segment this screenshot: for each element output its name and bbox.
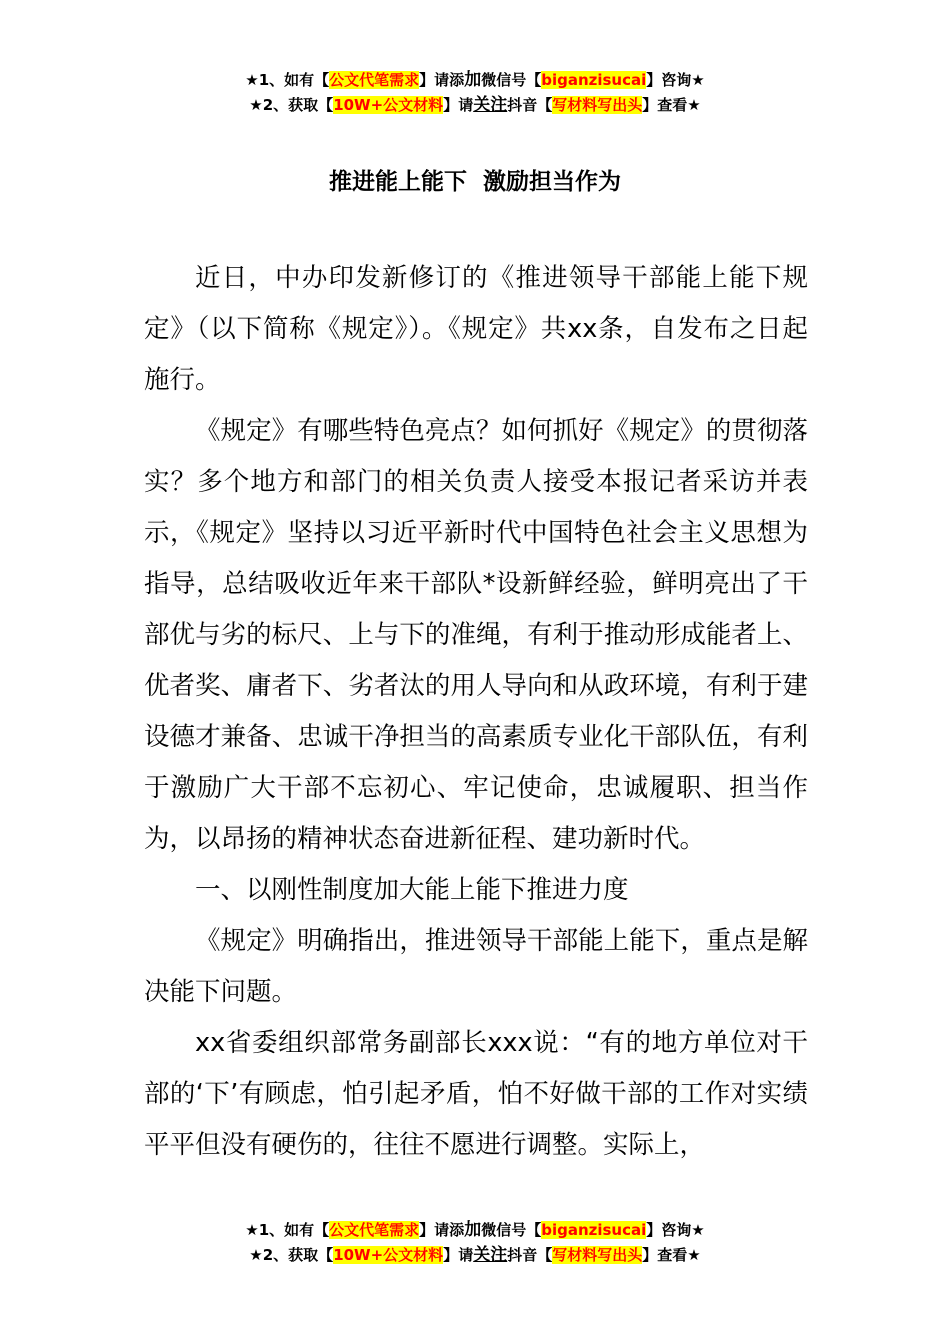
promo-wechat-id: biganzisucai	[541, 71, 647, 89]
body-paragraph: 近日，中办印发新修订的《推进领导干部能上能下规定》（以下简称《规定》）。《规定》共xx条，自发布之日起施行。	[144, 263, 808, 395]
body-paragraph: xx省委组织部常务副部长xxx说：“有的地方单位对干部的‘下’有顾虑，怕引起矛盾，怕不好做干部的工作对实绩平平但没有硬伤的，往往不愿进行调整。实际上，	[144, 1028, 808, 1160]
promo-line-2: ★2、获取【10W+公文材料】请关注抖音【写材料写出头】查看★	[249, 1245, 701, 1265]
promo-wechat-id: biganzisucai	[541, 1221, 647, 1239]
promo-line-1: ★1、如有【公文代笔需求】请添加微信号【biganzisucai】咨询★	[245, 70, 705, 90]
document-title: 推进能上能下 激励担当作为	[328, 169, 621, 195]
promo-notice-bottom	[0, 1218, 950, 1268]
promo-line-1: ★1、如有【公文代笔需求】请添加微信号【biganzisucai】咨询★	[245, 1220, 705, 1240]
body-paragraph: 《规定》明确指出，推进领导干部能上能下，重点是解决能下问题。	[144, 926, 808, 1007]
section-heading: 一、以刚性制度加大能上能下推进力度	[195, 875, 629, 905]
promo-line-2: ★2、获取【10W+公文材料】请关注抖音【写材料写出头】查看★	[249, 95, 701, 115]
promo-highlight: 10W+公文材料	[333, 1246, 444, 1264]
promo-highlight: 10W+公文材料	[333, 96, 444, 114]
promo-highlight: 公文代笔需求	[329, 71, 420, 89]
promo-highlight: 公文代笔需求	[329, 1221, 420, 1239]
body-paragraph: 《规定》有哪些特色亮点？如何抓好《规定》的贯彻落实？多个地方和部门的相关负责人接受本报记者采访并表示，《规定》坚持以习近平新时代中国特色社会主义思想为指导，总结吸收近年来干部队*设新鲜经验，鲜明亮出了干部优与劣的标尺、上与下的准绳，有利于推动形成能者上、优者奖、庸者下、劣者汰的用人导向和从政环境，有利于建设德才兼备、忠诚干净担当的高素质专业化干部队伍，有利于激励广大干部不忘初心、牢记使命，忠诚履职、担当作为，以昂扬的精神状态奋进新征程、建功新时代。	[144, 416, 808, 854]
document-body	[144, 253, 808, 1171]
promo-douyin-id: 写材料写出头	[552, 1246, 643, 1264]
promo-douyin-id: 写材料写出头	[552, 96, 643, 114]
promo-notice-top	[0, 68, 950, 118]
